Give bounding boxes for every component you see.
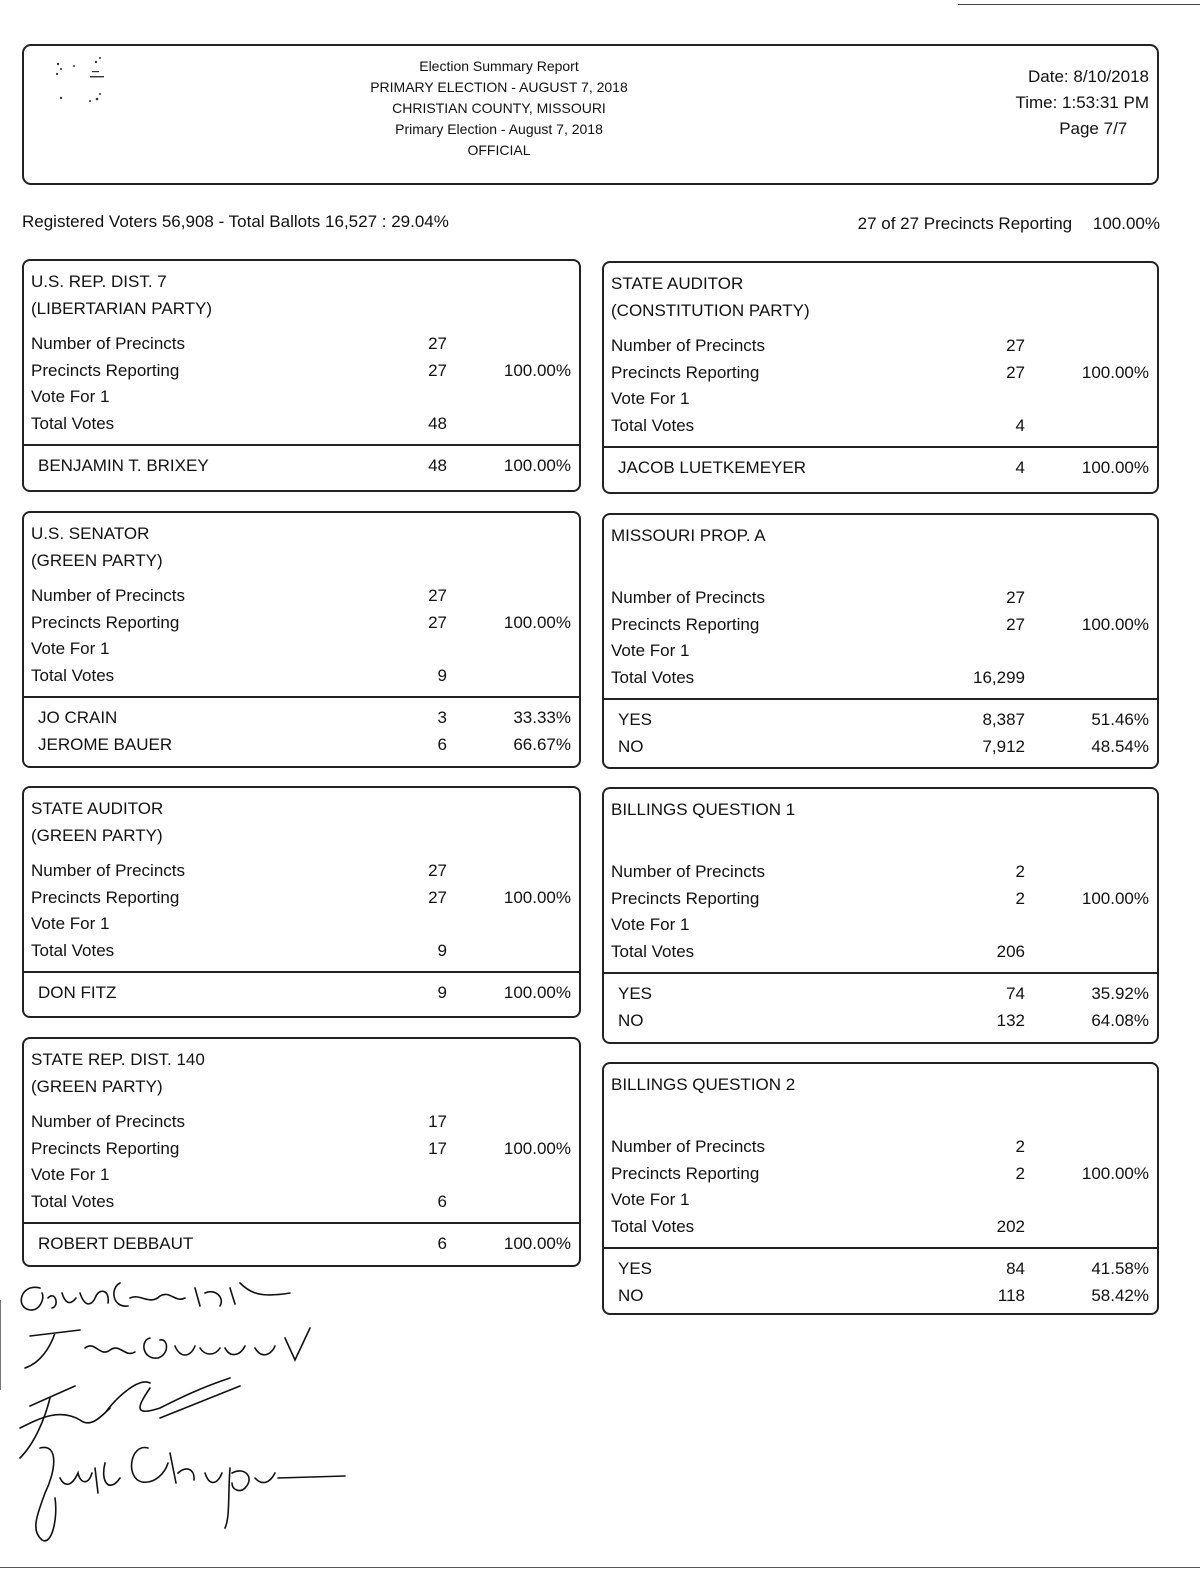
stat-row-total-votes [604, 413, 1157, 440]
number-of-precincts-value: 2 [1015, 862, 1025, 881]
precincts-reporting-value: 27 [428, 887, 447, 907]
top-rule [958, 4, 1200, 5]
contest-stats [604, 859, 1157, 965]
stat-row-total-votes [604, 1214, 1157, 1241]
vote-for-label: Vote For 1 [611, 389, 690, 408]
precincts-reporting-percent: 100.00% [1081, 1163, 1149, 1183]
contest-stats [24, 331, 579, 437]
vote-for-label: Vote For 1 [31, 1165, 110, 1184]
contest-u-s-senator-1 [22, 511, 581, 768]
choice-row [24, 980, 579, 1007]
precincts-reporting-label: Precincts Reporting [611, 888, 760, 908]
precincts-reporting-label: Precincts Reporting [611, 1163, 760, 1183]
number-of-precincts-label: Number of Precincts [31, 1112, 185, 1131]
stat-row-total-votes [604, 665, 1157, 692]
report-time: Time: 1:53:31 PM [1015, 93, 1149, 112]
choice-name: NO [618, 1285, 644, 1305]
number-of-precincts-value: 2 [1015, 1137, 1025, 1156]
number-of-precincts-value: 27 [428, 334, 447, 353]
precincts-reporting-pct: 100.00% [1092, 214, 1160, 233]
precincts-reporting-value: 2 [1015, 888, 1025, 908]
stat-row-vote-for [24, 384, 579, 411]
precincts-reporting-label: Precincts Reporting [31, 887, 180, 907]
contest-stats [24, 858, 579, 964]
precincts-reporting-percent: 100.00% [503, 360, 571, 380]
contest-divider [24, 1222, 579, 1224]
contest-title-line-2: (GREEN PARTY) [31, 551, 163, 570]
stat-row-number-of-precincts [604, 1134, 1157, 1161]
contest-stats [604, 333, 1157, 439]
precincts-reporting-label: Precincts Reporting [31, 360, 180, 380]
election-name: PRIMARY ELECTION - AUGUST 7, 2018 [370, 79, 628, 95]
total-votes-value: 48 [428, 413, 447, 433]
total-votes-value: 4 [1015, 415, 1025, 435]
contest-billings-question-2-7 [602, 1062, 1159, 1315]
precincts-reporting-percent: 100.00% [1081, 614, 1149, 634]
choice-name: NO [618, 1010, 644, 1030]
choice-row [604, 1283, 1157, 1310]
report-title: Election Summary Report [419, 58, 579, 74]
stat-row-vote-for [24, 636, 579, 663]
precincts-reporting-value: 27 [1006, 614, 1025, 634]
stat-row-vote-for [604, 912, 1157, 939]
stat-row-number-of-precincts [24, 1109, 579, 1136]
stat-row-precincts-reporting [24, 1136, 579, 1163]
choice-row [604, 707, 1157, 734]
choice-votes: 8,387 [982, 710, 1025, 729]
contest-u-s-rep-dist-7-0 [22, 259, 581, 492]
number-of-precincts-label: Number of Precincts [31, 334, 185, 353]
total-votes-value: 9 [437, 665, 447, 685]
choice-percent: 41.58% [1091, 1259, 1149, 1278]
total-votes-value: 202 [996, 1216, 1025, 1236]
vote-for-label: Vote For 1 [31, 387, 110, 406]
stat-row-total-votes [24, 938, 579, 965]
choice-name: NO [618, 736, 644, 756]
total-votes-label: Total Votes [31, 940, 115, 960]
registered-voters-summary: Registered Voters 56,908 - Total Ballots 16,527 : 29.04% [22, 212, 449, 231]
contest-title-line-2: (GREEN PARTY) [31, 1077, 163, 1096]
precincts-reporting-summary [858, 214, 1160, 234]
report-title-block [274, 56, 724, 161]
contest-title [31, 1046, 205, 1100]
number-of-precincts-label: Number of Precincts [31, 586, 185, 605]
precincts-reporting-label: Precincts Reporting [611, 362, 760, 382]
precincts-reporting-percent: 100.00% [1081, 362, 1149, 382]
total-votes-label: Total Votes [611, 415, 695, 435]
choice-name: BENJAMIN T. BRIXEY [38, 456, 209, 475]
stat-row-precincts-reporting [604, 886, 1157, 913]
contest-title [31, 520, 163, 574]
contest-divider [604, 1247, 1157, 1249]
contest-stats [24, 583, 579, 689]
total-votes-value: 6 [437, 1191, 447, 1211]
stat-row-vote-for [604, 1187, 1157, 1214]
contest-title-line-1: U.S. SENATOR [31, 524, 150, 543]
report-meta [1015, 64, 1149, 142]
choice-row [24, 1231, 579, 1258]
choice-percent: 100.00% [503, 1234, 571, 1253]
number-of-precincts-value: 17 [428, 1112, 447, 1131]
choice-votes: 9 [437, 983, 447, 1002]
choice-name: YES [618, 984, 653, 1003]
stat-row-vote-for [604, 386, 1157, 413]
total-votes-label: Total Votes [611, 1216, 695, 1236]
number-of-precincts-label: Number of Precincts [611, 1137, 765, 1156]
contest-divider [24, 444, 579, 446]
contest-state-auditor-4 [602, 261, 1159, 494]
contest-title [31, 795, 163, 849]
vote-for-label: Vote For 1 [611, 1190, 690, 1209]
choice-name: JO CRAIN [38, 708, 118, 727]
precincts-reporting-label: Precincts Reporting [31, 612, 180, 632]
choice-percent: 33.33% [513, 708, 571, 727]
vote-for-label: Vote For 1 [31, 914, 110, 933]
choice-name: YES [618, 710, 653, 729]
total-votes-label: Total Votes [31, 413, 115, 433]
vote-for-label: Vote For 1 [611, 915, 690, 934]
number-of-precincts-value: 27 [1006, 588, 1025, 607]
choice-votes: 6 [437, 1234, 447, 1253]
precincts-reporting-percent: 100.00% [503, 887, 571, 907]
stat-row-precincts-reporting [604, 612, 1157, 639]
choice-name: YES [618, 1259, 653, 1278]
number-of-precincts-value: 27 [428, 861, 447, 880]
choice-name: ROBERT DEBBAUT [38, 1234, 194, 1253]
choice-votes: 84 [1006, 1259, 1025, 1278]
total-votes-value: 206 [996, 941, 1025, 961]
choice-percent: 100.00% [1081, 458, 1149, 477]
page-number: Page 7/7 [1059, 119, 1128, 138]
choice-name: JEROME BAUER [38, 734, 173, 754]
stat-row-precincts-reporting [604, 360, 1157, 387]
choice-votes: 4 [1015, 458, 1025, 477]
number-of-precincts-label: Number of Precincts [611, 336, 765, 355]
contest-choices [604, 981, 1157, 1034]
contest-title-line-2: (LIBERTARIAN PARTY) [31, 299, 213, 318]
contest-choices [604, 707, 1157, 760]
choice-row [604, 455, 1157, 482]
total-votes-label: Total Votes [611, 941, 695, 961]
total-votes-label: Total Votes [31, 1191, 115, 1211]
contest-title-line-1: STATE AUDITOR [31, 799, 164, 818]
bottom-rule [0, 1567, 1200, 1568]
official-signatures [0, 1268, 360, 1558]
stat-row-precincts-reporting [24, 610, 579, 637]
total-votes-label: Total Votes [611, 667, 695, 687]
contest-title-line-1: BILLINGS QUESTION 2 [611, 1075, 796, 1094]
report-header [22, 44, 1159, 185]
stat-row-total-votes [24, 411, 579, 438]
contest-title-line-2: (GREEN PARTY) [31, 826, 163, 845]
precincts-reporting-percent: 100.00% [1081, 888, 1149, 908]
choice-votes: 118 [997, 1285, 1025, 1305]
choice-row [604, 1256, 1157, 1283]
contest-title [611, 270, 810, 324]
contest-state-rep-dist-140-3 [22, 1037, 581, 1267]
total-votes-value: 16,299 [973, 667, 1025, 687]
precincts-reporting-text: 27 of 27 Precincts Reporting [857, 214, 1073, 233]
contest-billings-question-1-6 [602, 787, 1159, 1044]
choice-votes: 3 [437, 708, 447, 727]
contest-divider [604, 446, 1157, 448]
contest-missouri-prop-a-5 [602, 513, 1159, 769]
choice-percent: 64.08% [1091, 1010, 1149, 1030]
choice-votes: 6 [437, 734, 447, 754]
precincts-reporting-value: 2 [1015, 1163, 1025, 1183]
choice-votes: 132 [996, 1010, 1025, 1030]
number-of-precincts-label: Number of Precincts [611, 588, 765, 607]
choice-row [24, 453, 579, 480]
precincts-reporting-label: Precincts Reporting [31, 1138, 180, 1158]
contest-title-line-1: STATE REP. DIST. 140 [31, 1050, 205, 1069]
precincts-reporting-value: 27 [428, 360, 447, 380]
stat-row-number-of-precincts [24, 331, 579, 358]
choice-percent: 48.54% [1091, 736, 1149, 756]
stat-row-precincts-reporting [24, 358, 579, 385]
choice-row [24, 705, 579, 732]
choice-percent: 35.92% [1091, 984, 1149, 1003]
contest-title-line-1: MISSOURI PROP. A [611, 526, 766, 545]
choice-row [604, 734, 1157, 761]
stat-row-precincts-reporting [604, 1161, 1157, 1188]
county-name: CHRISTIAN COUNTY, MISSOURI [392, 100, 606, 116]
stat-row-number-of-precincts [24, 583, 579, 610]
choice-percent: 100.00% [503, 983, 571, 1002]
contest-choices [24, 1231, 579, 1258]
number-of-precincts-label: Number of Precincts [611, 862, 765, 881]
contest-title-line-1: BILLINGS QUESTION 1 [611, 800, 796, 819]
vote-for-label: Vote For 1 [31, 639, 110, 658]
total-votes-value: 9 [437, 940, 447, 960]
contest-stats [604, 1134, 1157, 1240]
contest-stats [24, 1109, 579, 1215]
contest-choices [24, 980, 579, 1007]
contest-divider [24, 696, 579, 698]
contest-title [31, 268, 212, 322]
contest-title [611, 522, 766, 549]
choice-row [604, 1008, 1157, 1035]
contest-title [611, 1071, 795, 1098]
contest-choices [604, 455, 1157, 482]
stat-row-total-votes [604, 939, 1157, 966]
stat-row-vote-for [24, 911, 579, 938]
precincts-reporting-value: 27 [1006, 362, 1025, 382]
contest-title-line-1: STATE AUDITOR [611, 274, 744, 293]
choice-row [604, 981, 1157, 1008]
stat-row-number-of-precincts [604, 333, 1157, 360]
number-of-precincts-value: 27 [428, 586, 447, 605]
number-of-precincts-label: Number of Precincts [31, 861, 185, 880]
status-label: OFFICIAL [467, 142, 531, 158]
stat-row-vote-for [604, 638, 1157, 665]
stat-row-number-of-precincts [604, 859, 1157, 886]
precincts-reporting-percent: 100.00% [503, 612, 571, 632]
contest-choices [24, 453, 579, 480]
contest-title-line-2: (CONSTITUTION PARTY) [611, 301, 810, 320]
choice-row [24, 732, 579, 759]
contest-state-auditor-2 [22, 786, 581, 1018]
precincts-reporting-value: 17 [428, 1138, 447, 1158]
vote-for-label: Vote For 1 [611, 641, 690, 660]
report-date: Date: 8/10/2018 [1028, 67, 1149, 86]
contest-divider [24, 971, 579, 973]
county-logo-mark [52, 52, 152, 102]
stat-row-vote-for [24, 1162, 579, 1189]
stat-row-number-of-precincts [604, 585, 1157, 612]
number-of-precincts-value: 27 [1006, 336, 1025, 355]
choice-name: JACOB LUETKEMEYER [618, 458, 806, 477]
stat-row-number-of-precincts [24, 858, 579, 885]
precincts-reporting-percent: 100.00% [503, 1138, 571, 1158]
contest-title [611, 796, 795, 823]
precincts-reporting-value: 27 [428, 612, 447, 632]
contest-divider [604, 698, 1157, 700]
choice-percent: 100.00% [503, 456, 571, 475]
choice-votes: 48 [428, 456, 447, 475]
contest-divider [604, 972, 1157, 974]
election-subtitle: Primary Election - August 7, 2018 [395, 121, 603, 137]
choice-percent: 51.46% [1091, 710, 1149, 729]
choice-name: DON FITZ [38, 983, 117, 1002]
choice-votes: 7,912 [982, 736, 1025, 756]
contest-title-line-1: U.S. REP. DIST. 7 [31, 272, 167, 291]
total-votes-label: Total Votes [31, 665, 115, 685]
contest-choices [604, 1256, 1157, 1309]
choice-percent: 66.67% [513, 734, 571, 754]
choice-votes: 74 [1006, 984, 1025, 1003]
choice-percent: 58.42% [1091, 1285, 1149, 1305]
stat-row-total-votes [24, 1189, 579, 1216]
stat-row-total-votes [24, 663, 579, 690]
contest-stats [604, 585, 1157, 691]
contest-choices [24, 705, 579, 758]
stat-row-precincts-reporting [24, 885, 579, 912]
precincts-reporting-label: Precincts Reporting [611, 614, 760, 634]
